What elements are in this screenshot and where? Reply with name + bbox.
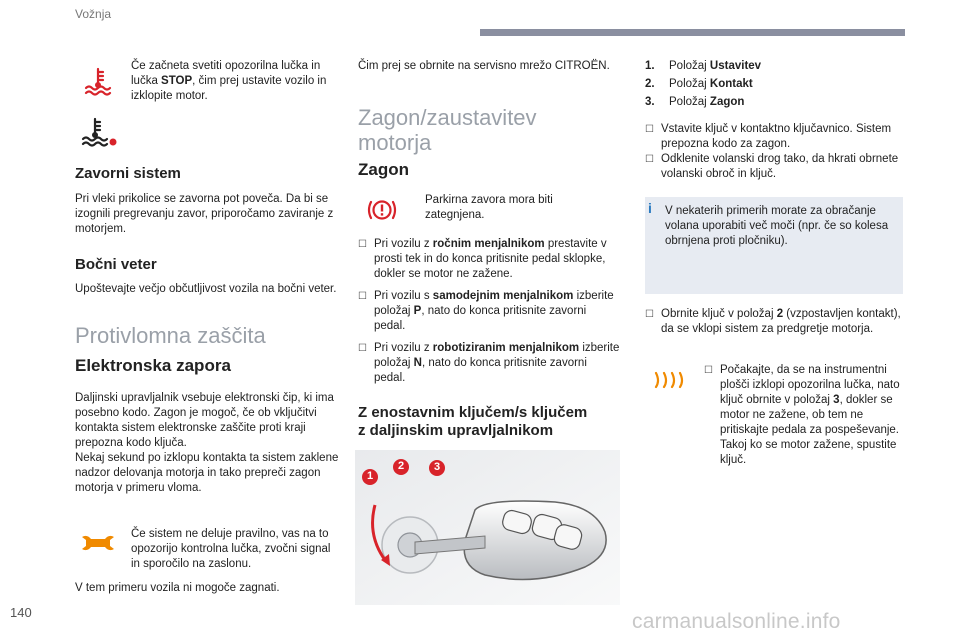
auto-bold: samodejnim menjalnikom <box>432 290 574 302</box>
automatic-gearbox-step <box>358 289 620 334</box>
start-steps <box>358 237 620 386</box>
crosswind-text: Upoštevajte večjo občutljivost vozila na bočni veter. <box>75 283 337 295</box>
insert-key-step: ☐ Vstavite ključ v kontaktno ključavnico. Sistem prepozna kodo za zagon. <box>645 123 892 150</box>
section-label: Vožnja <box>75 7 112 21</box>
info-note-text: V nekaterih primerih morate za obračanje volana uporabiti več moči (npr. če so kolesa obrnjena proti pločniku). <box>665 205 889 247</box>
immobiliser-heading: Elektronska zapora <box>75 356 231 375</box>
service-text: Čim prej se obrnite na servisno mrežo CITROËN. <box>358 60 610 72</box>
header-bar <box>480 29 905 36</box>
auto-text-3: , nato do konca pritisnite zavorni pedal. <box>374 305 587 332</box>
parking-brake-note: Parkirna zavora mora biti zategnjena. <box>425 194 553 221</box>
position-item-3: 3. Položaj Zagon <box>645 96 745 108</box>
key-heading-line-1: Z enostavnim ključem/s ključem <box>358 404 588 421</box>
position-item-1: 1. Položaj Ustavitev <box>645 60 762 72</box>
bullet-icon: ☐ <box>358 239 367 250</box>
brake-text: Pri vleki prikolice se zavorna pot poveča. Da bi se izognili pregrevanju zavor, priporočamo zaviranje z motorjem. <box>75 193 334 235</box>
warning-text-1: Če začneta svetiti opozorilna lučka in lučka <box>131 60 321 87</box>
stop-label: STOP <box>161 75 193 87</box>
robot-position-n: N <box>413 357 422 369</box>
fig-label-3: 3 <box>433 461 441 473</box>
bullet-icon: ☐ <box>645 154 654 165</box>
start-stop-heading-line-2: motorja <box>358 130 432 155</box>
glow-plug-icon <box>652 369 686 391</box>
immobiliser-text <box>75 391 340 496</box>
position-list <box>645 59 905 110</box>
bullet-icon: ☐ <box>704 365 713 376</box>
unlock-steering-step: ☐ Odklenite volanski drog tako, da hkrati obrnete volanski obroč in ključ. <box>645 153 899 180</box>
start-stop-heading <box>358 105 537 155</box>
manual-gearbox-step <box>358 237 620 282</box>
manual-bold: ročnim menjalnikom <box>432 238 545 250</box>
coolant-temperature-red-icon <box>83 66 113 96</box>
robot-bold: robotiziranim menjalnikom <box>432 342 580 354</box>
warning-text-2: , čim prej ustavite vozilo in izklopite motor. <box>131 75 327 102</box>
coolant-temperature-stop-icon <box>80 116 118 148</box>
brake-system-heading: Zavorni sistem <box>75 165 181 182</box>
key-steps <box>645 122 907 182</box>
immobiliser-text-2: Nekaj sekund po izklopu kontakta ta sistem zaklene nadzor delovanja motorja in tako prepreči zagon motorja v primeru vloma. <box>75 452 339 494</box>
auto-position-p: P <box>413 305 422 317</box>
bullet-icon: ☐ <box>645 124 654 135</box>
parking-brake-warning-icon <box>366 198 398 222</box>
page-number: 140 <box>10 605 32 620</box>
bullet-icon: ☐ <box>358 291 367 302</box>
bullet-icon: ☐ <box>358 343 367 354</box>
turn-key-step: ☐ Obrnite ključ v položaj 2 (vzpostavljen kontakt), da se vklopi sistem za predgretje motorja. <box>645 308 901 335</box>
watermark: carmanualsonline.info <box>632 610 841 633</box>
key-heading <box>358 404 587 440</box>
fig-label-1: 1 <box>366 470 374 482</box>
fault-text: Če sistem ne deluje pravilno, vas na to opozorijo kontrolna lučka, zvočni signal in sporočilo na zaslonu. <box>131 528 331 570</box>
robot-text-3: , nato do konca pritisnite zavorni pedal. <box>374 357 587 384</box>
robotised-gearbox-step <box>358 341 620 386</box>
manual-text-1: Pri vozilu z <box>374 238 433 250</box>
bullet-icon: ☐ <box>645 309 654 320</box>
auto-text-2: izberite položaj <box>374 290 614 317</box>
wrench-warning-icon <box>80 533 114 553</box>
key-heading-line-2: z daljinskim upravljalnikom <box>358 422 554 439</box>
robot-text-2: izberite položaj <box>374 342 620 369</box>
crosswind-heading: Bočni veter <box>75 256 157 273</box>
start-stop-heading-line-1: Zagon/zaustavitev <box>358 105 537 130</box>
auto-text-1: Pri vozilu s <box>374 290 433 302</box>
warning-paragraph <box>131 59 341 104</box>
immobiliser-text-1: Daljinski upravljalnik vsebuje elektronski čip, ki ima posebno kodo. Zagon je mogoč, če ob vključitvi kontakta sistem elektronske zaščite proti kraji prepozna kodo ključa. <box>75 392 334 449</box>
key-ignition-illustration <box>355 450 620 605</box>
theft-protection-heading: Protivlomna zaščita <box>75 323 266 348</box>
robot-text-1: Pri vozilu z <box>374 342 433 354</box>
info-note <box>645 197 903 294</box>
info-icon: i <box>648 200 652 216</box>
start-heading: Zagon <box>358 160 409 179</box>
glow-plug-step: ☐ Počakajte, da se na instrumentni plošči izklopi opozorilna lučka, nato ključ obrnite v položaj 3, dokler se motor ne zažene, ob tem ne pritiskajte pedala za pospeševanje. Takoj ko se motor zažene, spustite ključ. <box>704 364 900 466</box>
fig-label-2: 2 <box>397 460 405 472</box>
position-item-2: 2. Položaj Kontakt <box>645 78 753 90</box>
manual-text-2: prestavite v prosti tek in do konca pritisnite pedal sklopke, dokler se motor ne zažene. <box>374 238 607 280</box>
no-start-text: V tem primeru vozila ni mogoče zagnati. <box>75 582 280 594</box>
